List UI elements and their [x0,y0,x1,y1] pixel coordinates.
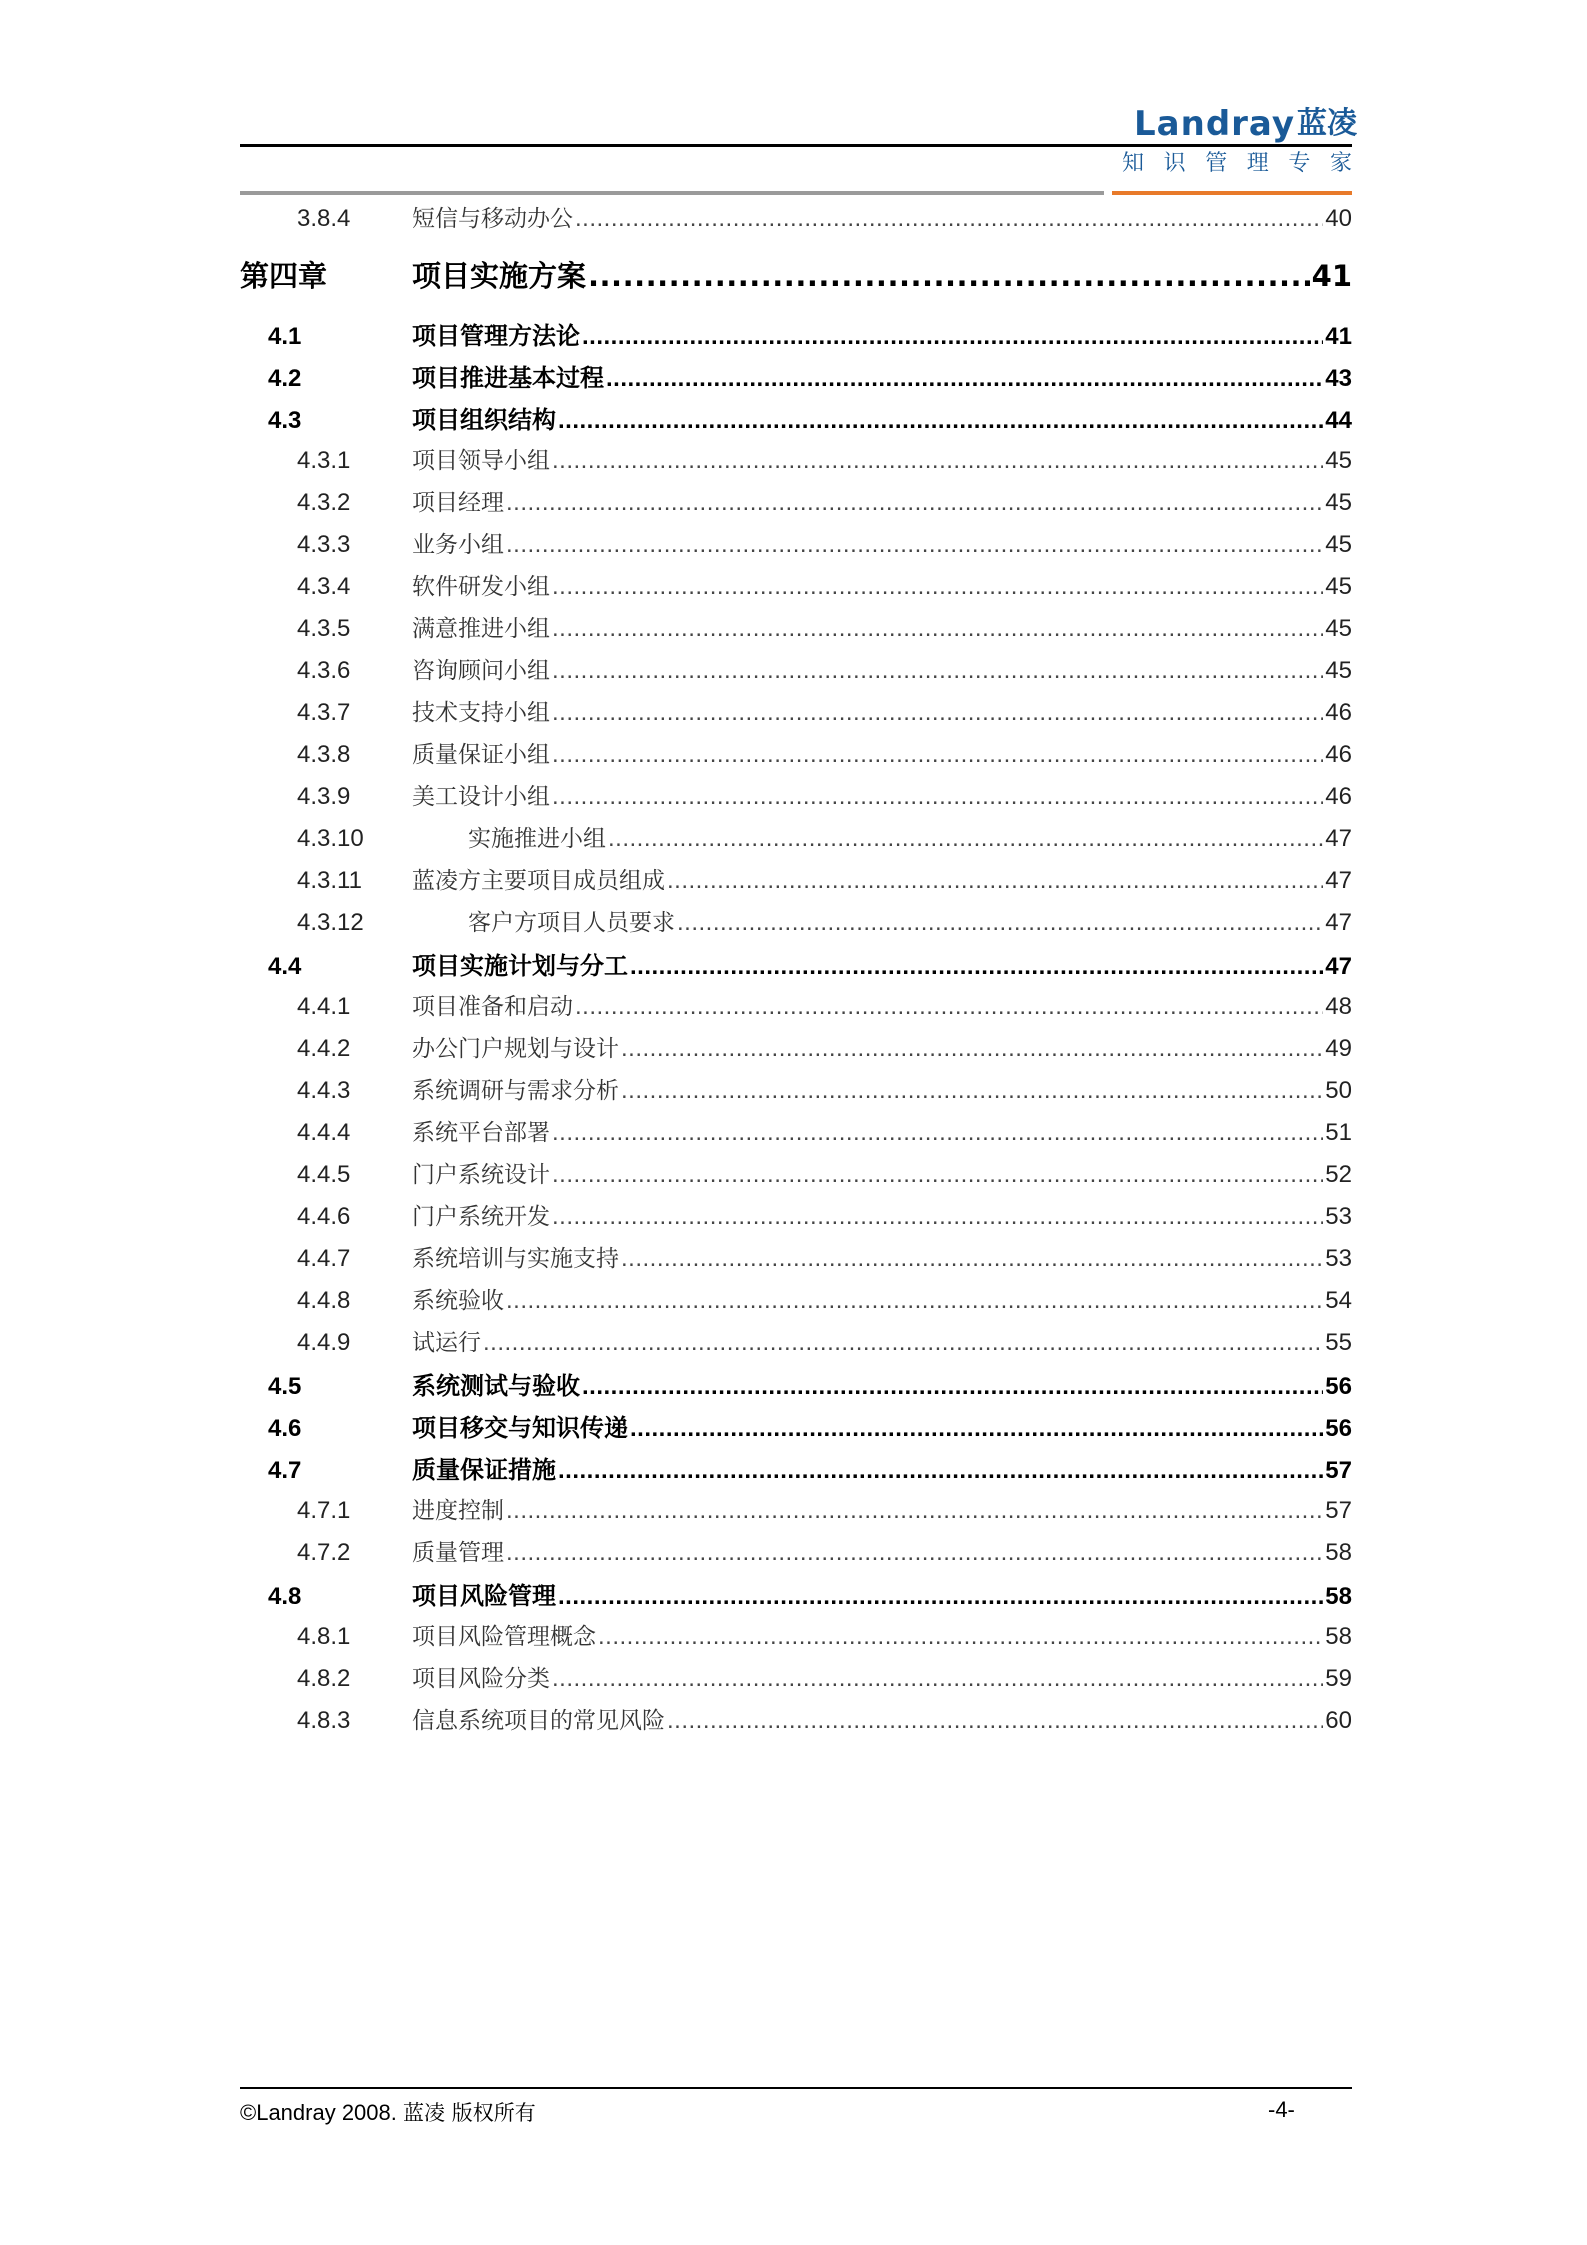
toc-dot-leader [598,1623,1323,1651]
toc-entry-page[interactable]: 43 [1325,365,1352,392]
toc-entry-number: 4.7 [268,1457,302,1484]
toc-entry-number: 4.4.6 [297,1203,351,1230]
toc-entry-page[interactable]: 45 [1325,573,1352,600]
toc-entry[interactable] [240,652,1352,685]
toc-entry-page[interactable]: 51 [1325,1119,1352,1146]
toc-dot-leader [483,1329,1323,1357]
toc-entry-number: 4.3.9 [297,783,351,810]
toc-entry[interactable] [240,200,1352,233]
toc-entry[interactable] [240,316,1352,351]
toc-dot-leader [552,573,1323,601]
toc-entry[interactable] [240,694,1352,727]
toc-entry-title[interactable]: 咨询顾问小组 [412,658,550,684]
toc-entry-title[interactable]: 项目准备和启动 [412,994,573,1020]
toc-dot-leader [608,825,1323,853]
toc-entry-title[interactable]: 系统培训与实施支持 [412,1246,619,1272]
toc-dot-leader [506,1287,1323,1315]
toc-entry-number: 4.8 [268,1583,302,1610]
toc-dot-leader [575,205,1323,233]
toc-entry-number: 4.3.3 [297,531,351,558]
tagline-char: 理 [1246,150,1269,175]
toc-dot-leader [667,867,1323,895]
toc-entry-number: 4.3.11 [297,867,362,894]
toc-entry[interactable] [240,1156,1352,1189]
toc-entry-page[interactable]: 50 [1325,1077,1352,1104]
toc-entry-page[interactable]: 45 [1325,615,1352,642]
toc-entry-number: 4.8.3 [297,1707,351,1734]
toc-entry[interactable] [240,1198,1352,1231]
toc-entry[interactable] [240,1072,1352,1105]
toc-entry-title[interactable]: 质量保证措施 [412,1456,556,1484]
toc-dot-leader [506,531,1323,559]
toc-entry-number: 4.3.2 [297,489,351,516]
toc-dot-leader [621,1035,1323,1063]
toc-entry[interactable] [240,568,1352,601]
toc-entry-number: 4.4.7 [297,1245,351,1272]
toc-entry-title[interactable]: 美工设计小组 [412,784,550,810]
toc-dot-leader [506,1497,1323,1525]
toc-entry-page[interactable]: 60 [1325,1707,1352,1734]
page-number: -4- [1268,2097,1295,2122]
toc-entry-title[interactable]: 满意推进小组 [412,616,550,642]
toc-entry[interactable] [240,736,1352,769]
toc-dot-leader [558,407,1323,435]
toc-entry-page[interactable]: 58 [1325,1539,1352,1566]
toc-dot-leader [552,1203,1323,1231]
toc-entry-number: 4.4.2 [297,1035,351,1062]
toc-dot-leader [552,1665,1323,1693]
toc-entry-page[interactable]: 46 [1325,699,1352,726]
copyright-text-cn: 蓝凌 版权所有 [403,2101,536,2125]
logo-tagline [1122,150,1352,176]
toc-entry-number: 4.4 [268,953,302,980]
toc-dot-leader [582,323,1323,351]
toc-dot-leader [582,1373,1323,1401]
toc-entry-page[interactable]: 47 [1325,825,1352,852]
toc-entry-title[interactable]: 业务小组 [412,532,504,558]
toc-entry[interactable] [240,1366,1352,1401]
toc-entry-page[interactable]: 45 [1325,447,1352,474]
toc-entry[interactable] [240,358,1352,393]
header-orange-rule [1112,191,1352,195]
toc-entry[interactable] [240,862,1352,895]
toc-entry-title[interactable]: 项目组织结构 [412,406,556,434]
toc-entry-title[interactable]: 系统测试与验收 [412,1372,580,1400]
toc-entry-page[interactable]: 58 [1325,1583,1352,1610]
toc-entry-title[interactable]: 试运行 [412,1330,481,1356]
toc-dot-leader [575,993,1323,1021]
toc-entry-page[interactable]: 41 [1311,259,1352,293]
toc-entry-page[interactable]: 56 [1325,1415,1352,1442]
toc-entry-number: 4.7.2 [297,1539,351,1566]
toc-entry-page[interactable]: 57 [1325,1457,1352,1484]
toc-entry-number: 4.3.8 [297,741,351,768]
toc-dot-leader [667,1707,1323,1735]
toc-entry[interactable] [240,820,1352,853]
toc-dot-leader [630,953,1323,981]
header-gray-rule [240,191,1104,195]
toc-entry-number: 4.3.1 [297,447,351,474]
tagline-char: 知 [1122,150,1145,175]
toc-entry-title[interactable]: 项目推进基本过程 [412,364,604,392]
toc-entry-number: 4.3.10 [297,825,364,852]
toc-dot-leader [630,1415,1323,1443]
toc-dot-leader [552,1119,1323,1147]
toc-entry-title[interactable]: 实施推进小组 [468,826,606,852]
toc-entry-page[interactable]: 46 [1325,741,1352,768]
toc-entry-page[interactable]: 54 [1325,1287,1352,1314]
toc-dot-leader [552,783,1323,811]
toc-entry-page[interactable]: 41 [1325,323,1352,350]
toc-entry-title[interactable]: 质量管理 [412,1540,504,1566]
toc-entry-number: 4.3.5 [297,615,351,642]
toc-entry-number: 第四章 [240,259,328,293]
toc-entry[interactable] [240,778,1352,811]
toc-entry-number: 4.2 [268,365,302,392]
toc-entry-number: 4.4.4 [297,1119,351,1146]
toc-entry-number: 4.3.4 [297,573,351,600]
toc-entry-title[interactable]: 软件研发小组 [412,574,550,600]
toc-entry-page[interactable]: 40 [1325,205,1352,232]
toc-dot-leader [552,741,1323,769]
toc-entry-number: 4.4.9 [297,1329,351,1356]
toc-entry[interactable] [240,610,1352,643]
tagline-char: 识 [1163,150,1186,175]
toc-dot-leader [588,259,1310,293]
footer-rule [240,2087,1352,2089]
toc-entry-number: 4.5 [268,1373,302,1400]
toc-entry-title[interactable]: 办公门户规划与设计 [412,1036,619,1062]
toc-entry-page[interactable]: 58 [1325,1623,1352,1650]
toc-entry[interactable] [240,1324,1352,1357]
footer-copyright [240,2097,536,2127]
toc-dot-leader [552,699,1323,727]
toc-entry-number: 4.1 [268,323,302,350]
toc-entry-page[interactable]: 45 [1325,657,1352,684]
toc-entry[interactable] [240,1282,1352,1315]
toc-entry-title[interactable]: 客户方项目人员要求 [468,910,675,936]
toc-entry-title[interactable]: 系统验收 [412,1288,504,1314]
toc-entry-page[interactable]: 45 [1325,531,1352,558]
toc-entry-page[interactable]: 53 [1325,1203,1352,1230]
copyright-text: ©Landray 2008. [240,2100,397,2125]
toc-dot-leader [558,1583,1323,1611]
toc-entry-title[interactable]: 蓝凌方主要项目成员组成 [412,868,665,894]
toc-entry-page[interactable]: 46 [1325,783,1352,810]
toc-entry-number: 4.7.1 [297,1497,351,1524]
toc-entry-title[interactable]: 短信与移动办公 [412,206,573,232]
toc-dot-leader [552,615,1323,643]
toc-entry-title[interactable]: 项目领导小组 [412,448,550,474]
toc-entry-number: 4.8.1 [297,1623,351,1650]
toc-entry[interactable] [240,526,1352,559]
toc-entry[interactable] [240,1408,1352,1443]
toc-entry-page[interactable]: 47 [1325,867,1352,894]
toc-entry-number: 4.4.5 [297,1161,351,1188]
header-rule [240,144,1352,147]
toc-dot-leader [558,1457,1323,1485]
toc-entry[interactable] [240,1240,1352,1273]
toc-entry[interactable] [240,400,1352,435]
toc-entry[interactable] [240,1576,1352,1611]
toc-entry-title[interactable]: 项目风险管理概念 [412,1624,596,1650]
toc-entry[interactable] [240,946,1352,981]
toc-entry-number: 4.4.8 [297,1287,351,1314]
toc-dot-leader [677,909,1323,937]
toc-entry-title[interactable]: 项目管理方法论 [412,322,580,350]
landray-logo [1112,103,1357,143]
toc-entry-title[interactable]: 门户系统开发 [412,1204,550,1230]
toc-entry-title[interactable]: 项目实施方案 [412,259,587,293]
toc-entry-page[interactable]: 57 [1325,1497,1352,1524]
toc-entry-number: 4.3 [268,407,302,434]
toc-entry-number: 4.3.12 [297,909,364,936]
toc-entry-title[interactable]: 技术支持小组 [412,700,550,726]
logo-text-cn: 蓝凌 [1297,106,1357,141]
toc-entry[interactable] [240,1660,1352,1693]
toc-dot-leader [506,1539,1323,1567]
toc-entry-title[interactable]: 进度控制 [412,1498,504,1524]
toc-entry[interactable] [240,484,1352,517]
toc-entry[interactable] [240,1450,1352,1485]
toc-entry[interactable] [240,254,1352,295]
toc-entry-page[interactable]: 47 [1325,953,1352,980]
toc-dot-leader [621,1077,1323,1105]
toc-dot-leader [621,1245,1323,1273]
toc-entry[interactable] [240,1114,1352,1147]
toc-dot-leader [606,365,1323,393]
toc-entry-title[interactable]: 质量保证小组 [412,742,550,768]
toc-entry[interactable] [240,1492,1352,1525]
toc-entry-page[interactable]: 55 [1325,1329,1352,1356]
tagline-char: 专 [1288,150,1311,175]
toc-entry-title[interactable]: 项目移交与知识传递 [412,1414,628,1442]
toc-entry-page[interactable]: 52 [1325,1161,1352,1188]
toc-entry-page[interactable]: 53 [1325,1245,1352,1272]
toc-entry-number: 4.8.2 [297,1665,351,1692]
toc-entry-title[interactable]: 门户系统设计 [412,1162,550,1188]
toc-dot-leader [552,447,1323,475]
toc-entry-number: 4.3.6 [297,657,351,684]
toc-entry[interactable] [240,1618,1352,1651]
toc-dot-leader [506,489,1323,517]
toc-entry[interactable] [240,1534,1352,1567]
toc-entry-title[interactable]: 项目经理 [412,490,504,516]
toc-entry[interactable] [240,1030,1352,1063]
toc-entry-page[interactable]: 45 [1325,489,1352,516]
toc-entry-number: 3.8.4 [297,205,351,232]
toc-entry[interactable] [240,442,1352,475]
tagline-char: 管 [1205,150,1228,175]
toc-entry[interactable] [240,1702,1352,1735]
toc-entry-number: 4.4.3 [297,1077,351,1104]
toc-entry-page[interactable]: 44 [1325,407,1352,434]
toc-entry-title[interactable]: 项目实施计划与分工 [412,952,628,980]
toc-entry-page[interactable]: 47 [1325,909,1352,936]
toc-entry[interactable] [240,904,1352,937]
toc-entry-title[interactable]: 系统调研与需求分析 [412,1078,619,1104]
toc-dot-leader [552,657,1323,685]
tagline-char: 家 [1329,150,1352,175]
toc-entry-page[interactable]: 48 [1325,993,1352,1020]
toc-entry-page[interactable]: 56 [1325,1373,1352,1400]
toc-entry-number: 4.4.1 [297,993,351,1020]
toc-entry[interactable] [240,988,1352,1021]
toc-entry-number: 4.6 [268,1415,302,1442]
toc-entry-title[interactable]: 项目风险分类 [412,1666,550,1692]
toc-entry-title[interactable]: 信息系统项目的常见风险 [412,1708,665,1734]
toc-entry-number: 4.3.7 [297,699,351,726]
toc-entry-title[interactable]: 系统平台部署 [412,1120,550,1146]
toc-entry-title[interactable]: 项目风险管理 [412,1582,556,1610]
logo-text-en: Landray [1134,104,1295,144]
toc-entry-page[interactable]: 49 [1325,1035,1352,1062]
toc-dot-leader [552,1161,1323,1189]
toc-entry-page[interactable]: 59 [1325,1665,1352,1692]
